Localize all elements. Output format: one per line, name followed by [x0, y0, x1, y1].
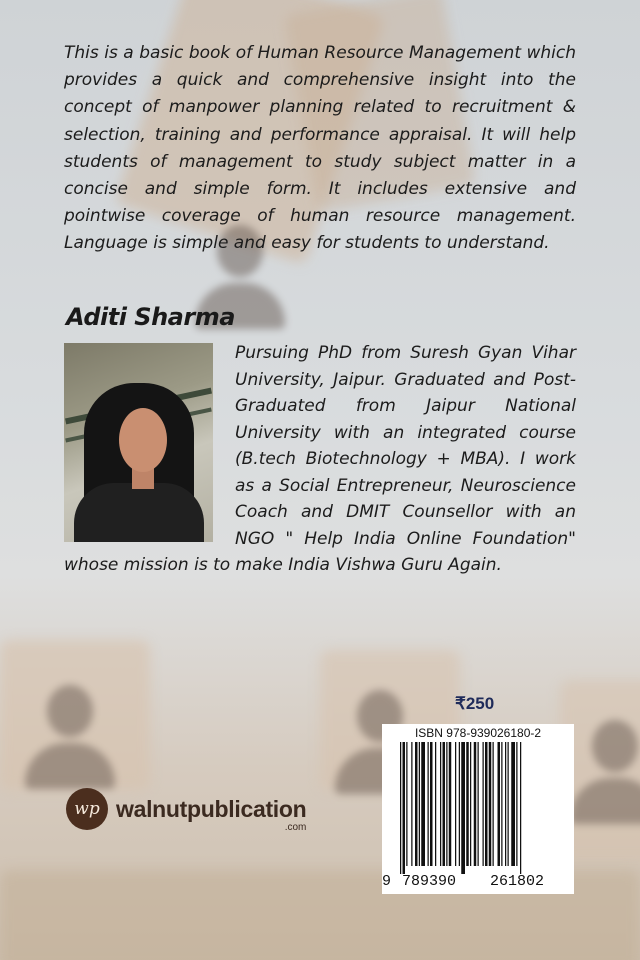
publisher-logo-icon: wp	[66, 788, 108, 830]
barcode-bar	[483, 742, 484, 866]
barcode-bar	[411, 742, 412, 866]
publisher-logo	[66, 788, 307, 833]
barcode-bar	[449, 742, 452, 866]
barcode-bar	[455, 742, 456, 866]
isbn-digit-prefix: 9	[382, 873, 392, 890]
author-bio-text: Pursuing PhD from Suresh Gyan Vihar University, Jaipur. Graduated and Post- Graduated from Jaipur National University with an integrated course (B.tech Biotechnology + MBA). I work as a Social Entrepreneur, Neuroscience Coach and DMIT Counsellor with an NGO " Help India Online Foundation" whose mission is to make India Vishwa Guru Again.	[64, 343, 576, 575]
barcode-bar	[419, 742, 420, 866]
barcode-bar	[511, 742, 515, 866]
isbn-barcode	[382, 724, 574, 894]
barcode-bar	[474, 742, 477, 866]
barcode-bar	[466, 742, 469, 866]
barcode-bar	[459, 742, 460, 866]
barcode-bar	[478, 742, 479, 866]
barcode-bar	[435, 742, 436, 866]
barcode-bar	[400, 742, 401, 874]
book-description: This is a basic book of Human Resource Management which provides a quick and comprehensive insight into the concept of manpower planning related to recruitment & selection, training and performance appraisal. It will help students of management to study subject matter in a concise and simple form. It includes extensive and pointwise coverage of human resource management. Language is simple and easy for students to understand.	[64, 43, 576, 254]
publisher-name: walnutpublication	[116, 795, 307, 822]
publisher-domain: .com	[284, 821, 307, 833]
barcode-bar	[520, 742, 521, 874]
barcode-bar	[406, 742, 407, 866]
barcode-bar	[421, 742, 425, 866]
isbn-digit-group-1: 789390	[402, 873, 457, 890]
barcode-bar	[501, 742, 502, 866]
barcode-bar	[443, 742, 446, 866]
barcode-bar	[505, 742, 506, 866]
person-icon	[570, 720, 640, 824]
barcode-bar	[461, 742, 465, 874]
barcode-bars	[394, 742, 564, 874]
barcode-bar	[516, 742, 517, 866]
isbn-digit-group-2: 261802	[490, 873, 545, 890]
barcode-bar	[446, 742, 447, 866]
barcode-bar	[508, 742, 509, 866]
barcode-bar	[403, 742, 406, 874]
barcode-bar	[415, 742, 418, 866]
barcode-bar	[430, 742, 433, 866]
barcode-bar	[428, 742, 429, 866]
barcode-bar	[489, 742, 492, 866]
person-icon	[25, 685, 115, 789]
barcode-bar	[498, 742, 501, 866]
author-name: Aditi Sharma	[66, 303, 235, 331]
barcode-bar	[485, 742, 488, 866]
author-bio	[64, 340, 576, 579]
isbn-label: ISBN 978-939026180-2	[414, 726, 542, 740]
barcode-bar	[470, 742, 471, 866]
price-label: ₹250	[455, 694, 495, 713]
barcode-bar	[440, 742, 441, 866]
barcode-bar	[493, 742, 494, 866]
